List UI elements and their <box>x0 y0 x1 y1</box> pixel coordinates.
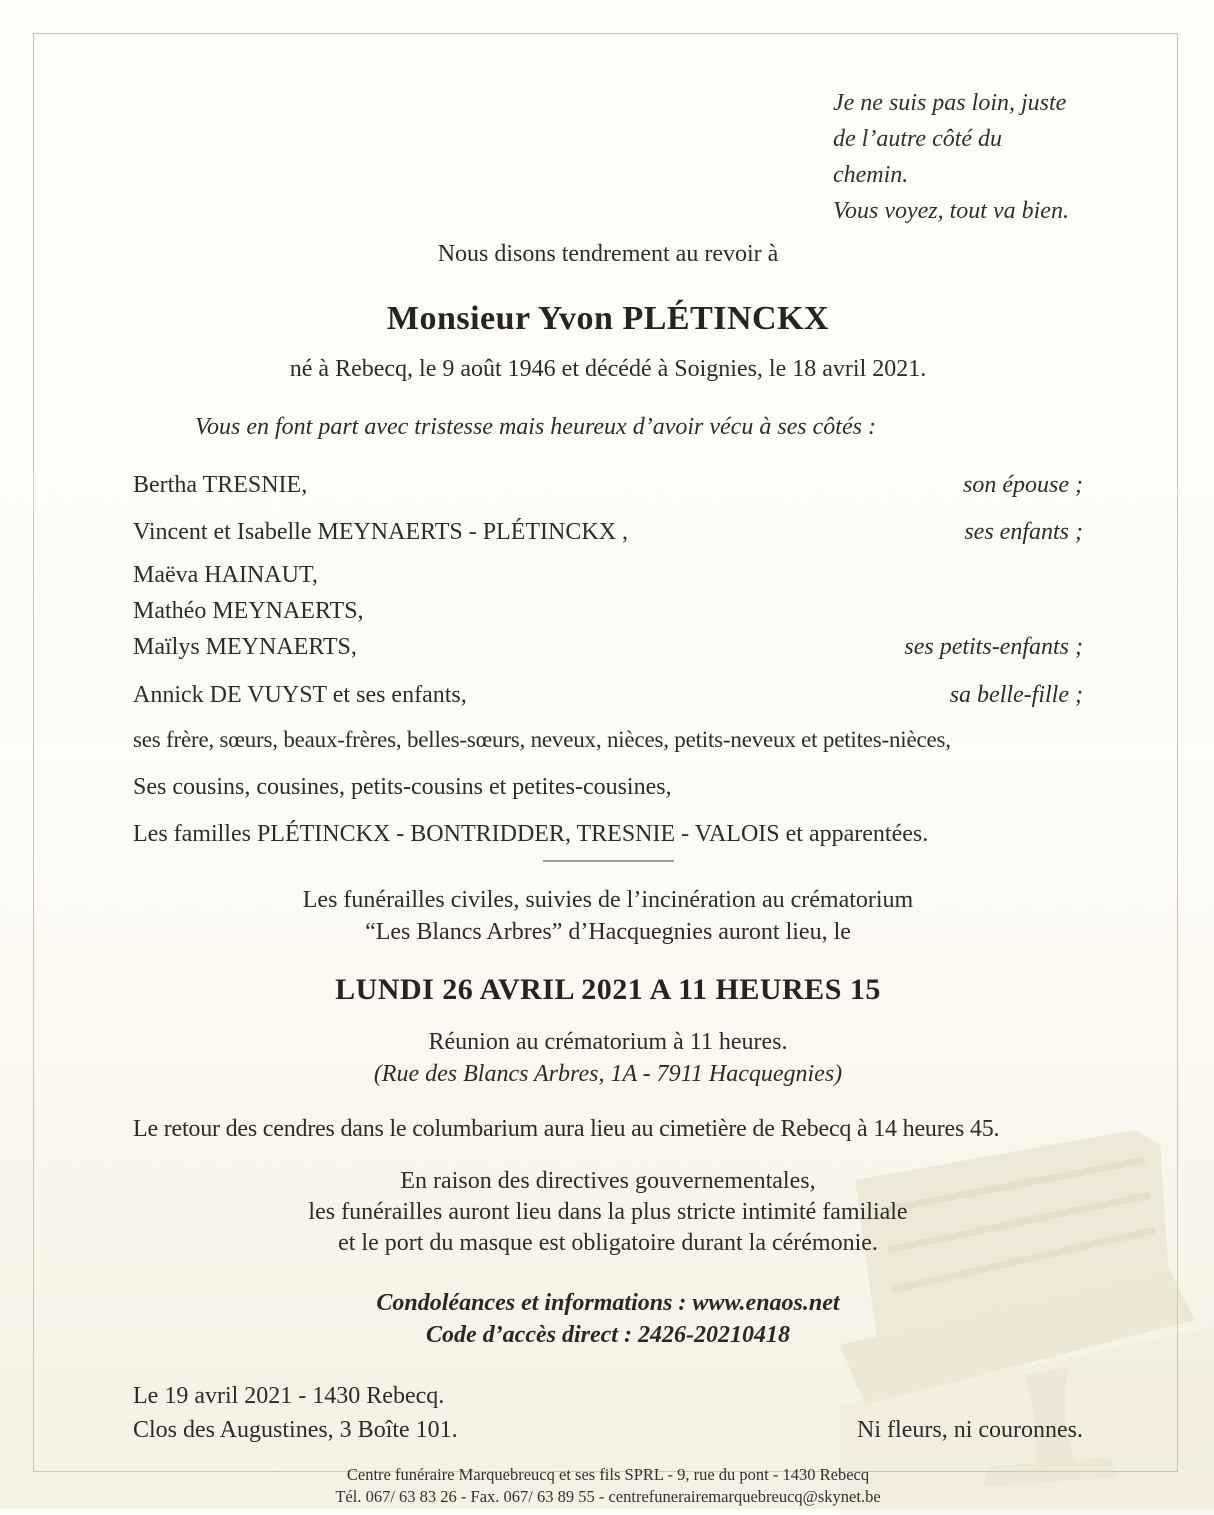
restrictions-line: En raison des directives gouvernementales, <box>400 1168 816 1194</box>
announcement-line: Vous en font part avec tristesse mais heureux d’avoir vécu à ses côtés : <box>195 414 876 440</box>
funeral-home-address: Centre funéraire Marquebreucq et ses fils SPRL - 9, rue du pont - 1430 Rebecq <box>346 1465 870 1484</box>
sender-address-block <box>133 1379 1083 1447</box>
relation-label: ses enfants ; <box>964 519 1083 545</box>
relative-row <box>133 557 1083 593</box>
relation-label: son épouse ; <box>963 472 1083 498</box>
relative-name: Bertha TRESNIE, <box>133 472 308 498</box>
crematorium-address: (Rue des Blancs Arbres, 1A - 7911 Hacquegnies) <box>373 1061 843 1087</box>
epigraph-quote <box>833 85 1083 229</box>
condolences-info <box>133 1287 1083 1351</box>
relative-name: ses frère, sœurs, beaux-frères, belles-sœurs, neveux, nièces, petits-neveux et petites-nièces, <box>133 727 951 752</box>
condolences-access-code-line: Code d’accès direct : 2426-20210418 <box>426 1322 790 1348</box>
relative-row <box>133 722 1083 758</box>
epigraph-line: Vous voyez, tout va bien. <box>833 198 1069 224</box>
epigraph-line: Je ne suis pas loin, juste <box>833 90 1067 116</box>
relation-label: ses petits-enfants ; <box>904 634 1083 660</box>
memorial-card-content <box>133 0 1083 1508</box>
epigraph-line: de l’autre côté du chemin. <box>833 126 1003 188</box>
funeral-home-contact: Tél. 067/ 63 83 26 - Fax. 067/ 63 89 55 - centrefunerairemarquebreucq@skynet.be <box>335 1487 881 1506</box>
sender-street-row <box>133 1413 1083 1447</box>
farewell-intro: Nous disons tendrement au revoir à <box>437 241 779 267</box>
relative-row <box>133 769 1083 805</box>
relative-row <box>133 593 1083 629</box>
relatives-list <box>133 467 1083 852</box>
meeting-info: Réunion au crématorium à 11 heures. <box>428 1029 788 1055</box>
no-flowers-note: Ni fleurs, ni couronnes. <box>857 1417 1083 1443</box>
section-divider <box>543 860 674 862</box>
relative-name: Vincent et Isabelle MEYNAERTS - PLÉTINCKX , <box>133 519 629 545</box>
funeral-home-footer <box>133 1464 1083 1508</box>
relative-name: Ses cousins, cousines, petits-cousins et petites-cousines, <box>133 774 672 800</box>
relative-name: Maïlys MEYNAERTS, <box>133 634 357 660</box>
funeral-announcement-line: “Les Blancs Arbres” d’Hacquegnies auront lieu, le <box>365 919 851 945</box>
restrictions-line: et le port du masque est obligatoire durant la cérémonie. <box>338 1230 878 1256</box>
funeral-announcement-line: Les funérailles civiles, suivies de l’incinération au crématorium <box>302 887 914 913</box>
condolences-website-line: Condoléances et informations : www.enaos.net <box>376 1290 840 1316</box>
restrictions-notice <box>133 1166 1083 1259</box>
sender-date-city: Le 19 avril 2021 - 1430 Rebecq. <box>133 1383 445 1409</box>
relative-name: Mathéo MEYNAERTS, <box>133 598 364 624</box>
relative-row <box>133 514 1083 550</box>
relation-label: sa belle-fille ; <box>949 682 1083 708</box>
birth-death-dates: né à Rebecq, le 9 août 1946 et décédé à Soignies, le 18 avril 2021. <box>289 356 927 382</box>
relative-row <box>133 467 1083 503</box>
restrictions-line: les funérailles auront lieu dans la plus stricte intimité familiale <box>308 1199 908 1225</box>
sender-street: Clos des Augustines, 3 Boîte 101. <box>133 1417 458 1443</box>
relative-row <box>133 629 1083 665</box>
relative-row <box>133 677 1083 713</box>
relative-row <box>133 816 1083 852</box>
relative-name: Maëva HAINAUT, <box>133 562 318 588</box>
deceased-name: Monsieur Yvon PLÉTINCKX <box>386 300 830 337</box>
relative-name: Les familles PLÉTINCKX - BONTRIDDER, TRESNIE - VALOIS et apparentées. <box>133 821 929 847</box>
relative-name: Annick DE VUYST et ses enfants, <box>133 682 467 708</box>
ashes-return-info: Le retour des cendres dans le columbarium aura lieu au cimetière de Rebecq à 14 heures 45. <box>133 1116 1000 1142</box>
funeral-date-heading: LUNDI 26 AVRIL 2021 A 11 HEURES 15 <box>335 973 881 1006</box>
